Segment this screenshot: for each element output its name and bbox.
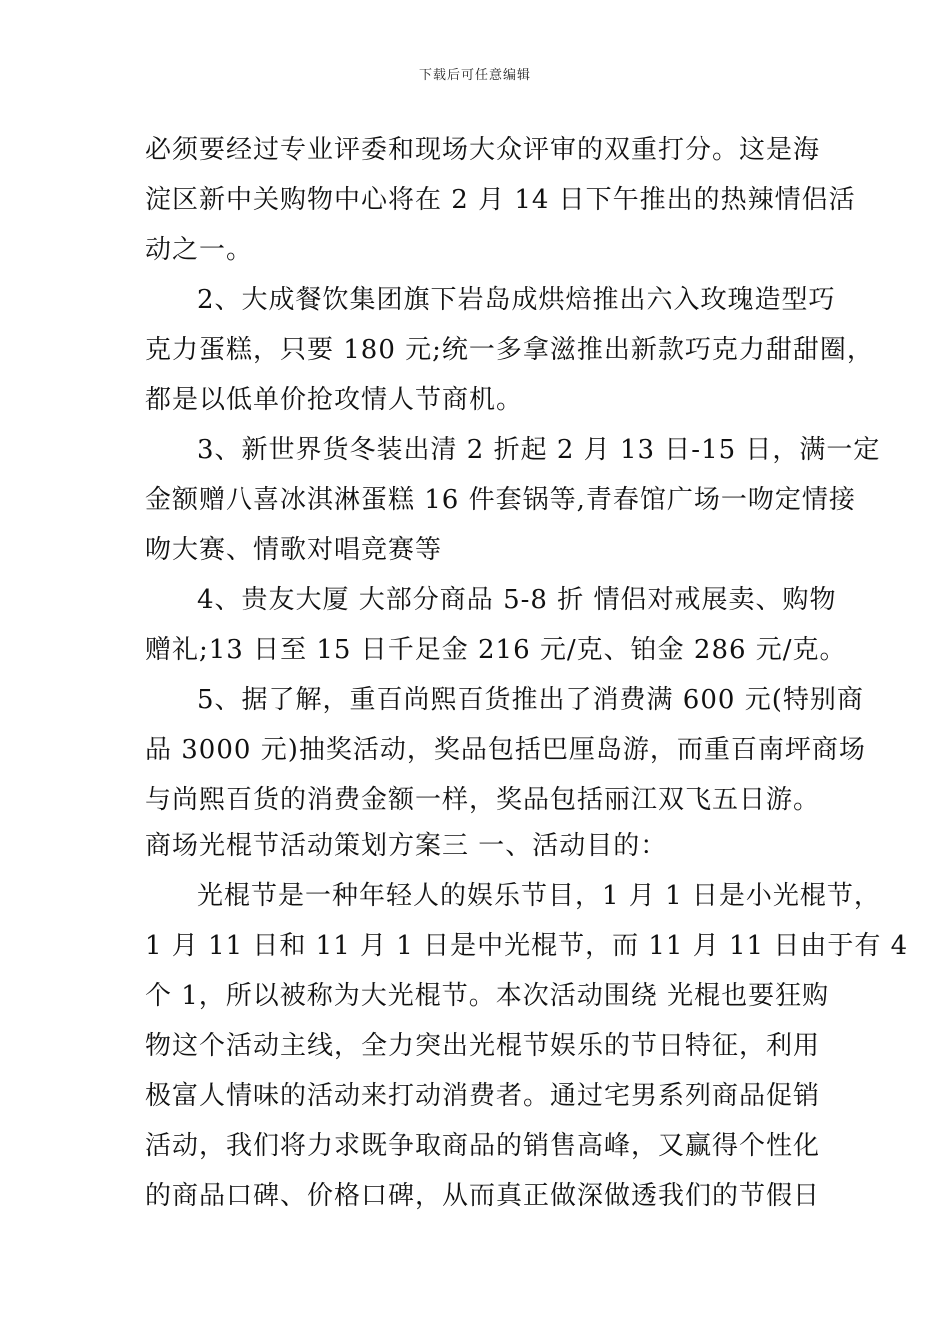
- text-line: 3、新世界货冬装出清 2 折起 2 月 13 日-15 日，满一定: [197, 435, 881, 465]
- text-line: 2、大成餐饮集团旗下岩岛成烘焙推出六入玫瑰造型巧: [197, 285, 836, 315]
- text-line: 与尚熙百货的消费金额一样，奖品包括丽江双飞五日游。: [145, 785, 821, 815]
- text-line: 极富人情味的活动来打动消费者。通过宅男系列商品促销: [145, 1081, 821, 1111]
- section-heading: 商场光棍节活动策划方案三 一、活动目的：: [145, 831, 668, 861]
- text-line: 4、贵友大厦 大部分商品 5-8 折 情侣对戒展卖、购物: [197, 585, 837, 615]
- text-line: 淀区新中关购物中心将在 2 月 14 日下午推出的热辣情侣活: [145, 185, 856, 215]
- text-line: 活动，我们将力求既争取商品的销售高峰，又赢得个性化: [145, 1131, 821, 1161]
- text-line: 5、据了解，重百尚熙百货推出了消费满 600 元(特别商: [197, 685, 864, 715]
- text-line: 赠礼;13 日至 15 日千足金 216 元/克、铂金 286 元/克。: [145, 635, 847, 665]
- text-line: 金额赠八喜冰淇淋蛋糕 16 件套锅等,青春馆广场一吻定情接: [145, 485, 856, 515]
- text-line: 个 1，所以被称为大光棍节。本次活动围绕 光棍也要狂购: [145, 981, 830, 1011]
- text-line: 克力蛋糕，只要 180 元;统一多拿滋推出新款巧克力甜甜圈，: [145, 335, 874, 365]
- text-line: 物这个活动主线，全力突出光棍节娱乐的节日特征，利用: [145, 1031, 821, 1061]
- text-line: 都是以低单价抢攻情人节商机。: [145, 385, 524, 415]
- text-line: 光棍节是一种年轻人的娱乐节目，1 月 1 日是小光棍节，: [197, 881, 881, 911]
- text-line: 吻大赛、情歌对唱竞赛等: [145, 535, 443, 565]
- page-header: 下载后可任意编辑: [418, 68, 531, 83]
- text-line: 必须要经过专业评委和现场大众评审的双重打分。这是海: [145, 135, 821, 165]
- text-line: 动之一。: [145, 235, 254, 265]
- text-line: 1 月 11 日和 11 月 1 日是中光棍节，而 11 月 11 日由于有 4: [145, 931, 909, 961]
- text-line: 的商品口碑、价格口碑，从而真正做深做透我们的节假日: [145, 1181, 821, 1211]
- text-line: 品 3000 元)抽奖活动，奖品包括巴厘岛游，而重百南坪商场: [145, 735, 866, 765]
